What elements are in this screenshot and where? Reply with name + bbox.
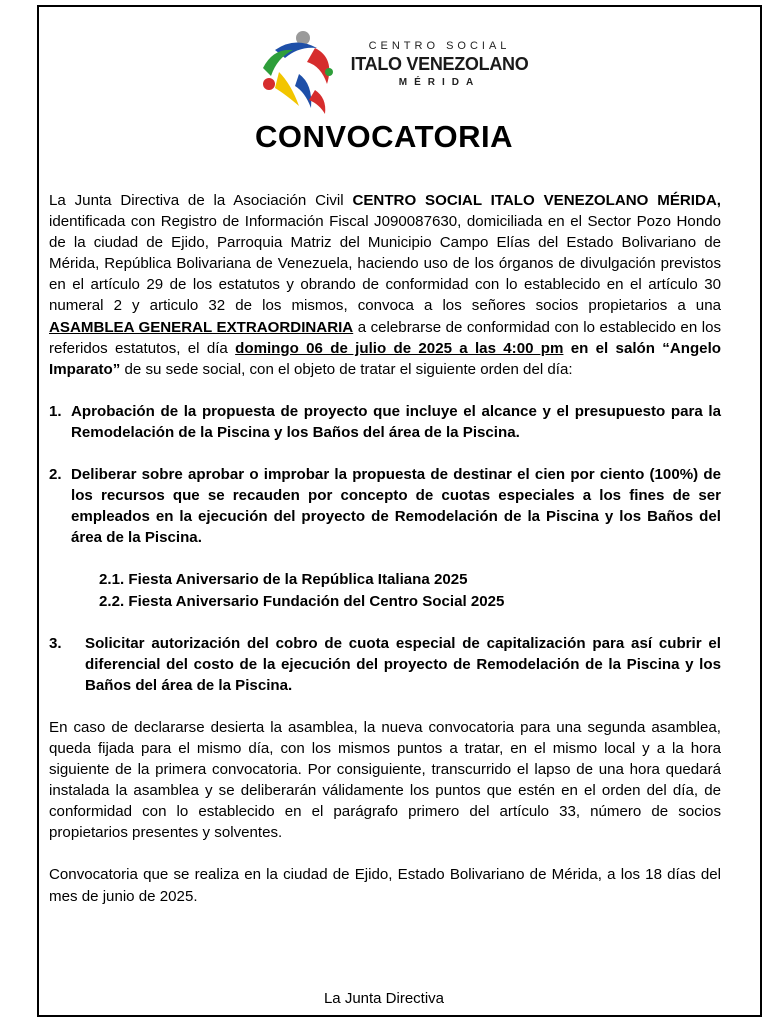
club-logo xyxy=(255,28,545,118)
logo-line-1: CENTRO SOCIAL xyxy=(368,40,511,52)
document-body xyxy=(49,190,721,907)
logo-line-2: ITALO VENEZOLANO xyxy=(350,54,529,74)
club-emblem-icon xyxy=(255,28,337,118)
signature: La Junta Directiva xyxy=(323,990,445,1007)
agenda-item-3 xyxy=(49,633,721,696)
association-name: CENTRO SOCIAL ITALO VENEZOLANO MÉRIDA, xyxy=(352,192,721,209)
agenda-text: Aprobación de la propuesta de proyecto que incluye el alcance y el presupuesto para la Remodelación de la Piscina y los Baños del área de la Piscina. xyxy=(71,402,721,441)
agenda-item-1 xyxy=(49,401,721,443)
assembly-date: domingo 06 de julio de 2025 a las 4:00 pm xyxy=(235,339,564,357)
assembly-type: ASAMBLEA GENERAL EXTRAORDINARIA xyxy=(49,318,354,336)
intro-text-1: La Junta Directiva de la Asociación Civil xyxy=(49,192,353,209)
intro-text-3: a celebrarse de conformidad con lo establecido en los referidos estatutos, el día xyxy=(49,318,722,357)
logo-line-3: MÉRIDA xyxy=(398,77,481,88)
agenda-number: 3. xyxy=(49,634,62,652)
agenda-text: Deliberar sobre aprobar o improbar la propuesta de destinar el cien por ciento (100%) de los recursos que se recauden por concepto de cuotas especiales a los fines de ser empleados en la ejecución del proyecto de Remodelación de la Piscina y los Baños del área de la Piscina. xyxy=(71,466,721,547)
agenda-subitem: 2.1. Fiesta Aniversario de la República Italiana 2025 xyxy=(99,571,468,589)
assembly-venue: en el salón “Angelo Imparato” xyxy=(49,339,721,378)
document-title: CONVOCATORIA xyxy=(254,119,514,154)
intro-paragraph xyxy=(49,190,721,380)
agenda-number: 2. xyxy=(49,466,62,484)
second-call-paragraph: En caso de declararse desierta la asamblea, la nueva convocatoria para una segunda asamblea, queda fijada para el mismo día, con los mismos puntos a tratar, en el mismo local y a la hora siguiente de la primera convocatoria. Por consiguiente, transcurrido el lapso de una hora quedará instalada la asamblea y se deliberarán válidamente los puntos que estén en el orden del día, de conformidad con lo establecido en el parágrafo primero del artículo 33, número de socios propietarios presentes y solventes. xyxy=(49,718,721,842)
agenda-subitem: 2.2. Fiesta Aniversario Fundación del Centro Social 2025 xyxy=(99,592,505,610)
agenda-text: Solicitar autorización del cobro de cuota especial de capitalización para así cubrir el diferencial del costo de la ejecución del proyecto de Remodelación de la Piscina y los Baños del área de la Piscina. xyxy=(85,634,721,694)
intro-text-4: de su sede social, con el objeto de tratar el siguiente orden del día: xyxy=(120,360,573,378)
agenda-item-2 xyxy=(49,464,721,548)
agenda-number: 1. xyxy=(49,402,62,420)
closing-paragraph: Convocatoria que se realiza en la ciudad de Ejido, Estado Bolivariano de Mérida, a los 18 días del mes de junio de 2025. xyxy=(49,866,721,905)
intro-text-2: identificada con Registro de Información Fiscal J090087630, domiciliada en el Sector Pozo Hondo de la ciudad de Ejido, Parroquia Matriz del Municipio Campo Elías del Estado Bolivariano de Mérida, República Bolivariana de Venezuela, haciendo uso de los órganos de divulgación previstos en el artículo 29 de los estatutos y obrando de conformidad con lo establecido en el artículo 30 numeral 2 y articulo 32 de los mismos, convoca a los señores socios propietarios a una xyxy=(49,213,721,315)
